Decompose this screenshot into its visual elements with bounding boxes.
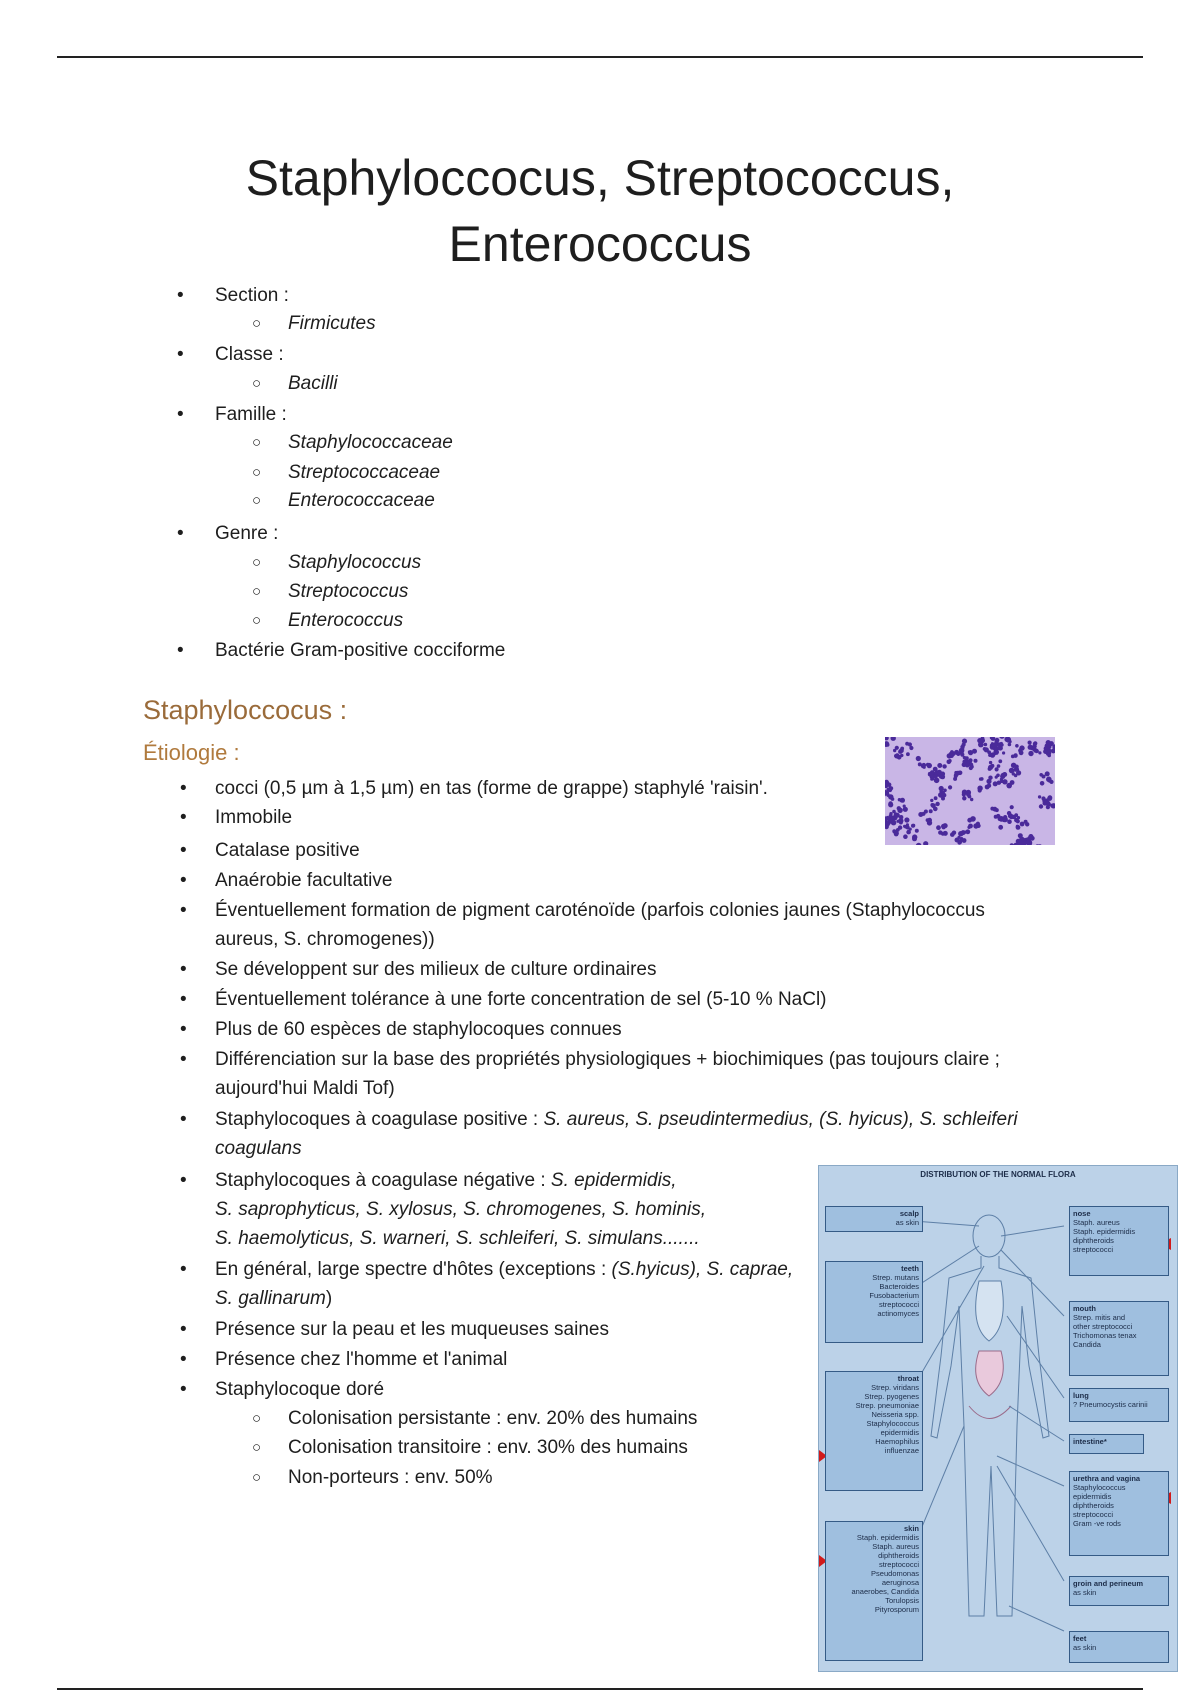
bottom-rule — [57, 1688, 1143, 1690]
list-item: • Éventuellement formation de pigment caroténoïde (parfois colonies jaunes (Staphylococcus aureus, S. chromogenes)) — [215, 896, 1095, 954]
flora-box-mouth: mouth Strep. mitis and other streptococci Trichomonas tenax Candida — [1069, 1301, 1169, 1376]
list-item: • Présence sur la peau et les muqueuses saines — [215, 1315, 609, 1344]
top-rule — [57, 56, 1143, 58]
flora-box-teeth: teeth Strep. mutans Bacteroides Fusobacterium streptococci actinomyces — [825, 1261, 923, 1343]
list-item: • Immobile — [215, 803, 292, 832]
normal-flora-diagram — [818, 1165, 1178, 1672]
list-item: • Catalase positive — [215, 836, 360, 865]
list-item: • Anaérobie facultative — [215, 866, 392, 895]
list-item: • Éventuellement tolérance à une forte concentration de sel (5-10 % NaCl) — [215, 985, 827, 1014]
micrograph-image — [885, 737, 1055, 845]
list-item: • Présence chez l'homme et l'animal — [215, 1345, 507, 1374]
flora-box-lung: lung ? Pneumocystis carinii — [1069, 1388, 1169, 1422]
list-item: • Staphylocoques à coagulase positive : S. aureus, S. pseudintermedius, (S. hyicus), S. schleiferi coagulans — [215, 1105, 1095, 1163]
flora-box-feet: feet as skin — [1069, 1631, 1169, 1663]
flora-box-scalp: scalp as skin — [825, 1206, 923, 1232]
flora-box-throat: throat Strep. viridans Strep. pyogenes Strep. pneumoniae Neisseria spp. Staphylococcus epidermidis Haemophilus influenzae — [825, 1371, 923, 1491]
list-item: • Staphylocoque doré — [215, 1375, 384, 1404]
flora-box-nose: nose Staph. aureus Staph. epidermidis diphtheroids streptococci — [1069, 1206, 1169, 1276]
title-line-1: Staphyloccocus, Streptococcus, — [245, 150, 955, 206]
list-item: • En général, large spectre d'hôtes (exceptions : (S.hyicus), S. caprae, S. gallinarum) — [215, 1255, 815, 1313]
subsection-heading: Étiologie : — [143, 740, 240, 765]
flora-box-intestine: intestine* — [1069, 1434, 1144, 1454]
page-title — [0, 145, 1200, 277]
flora-box-groin-perineum: groin and perineum as skin — [1069, 1576, 1169, 1606]
flora-box-urethra-vagina: urethra and vagina Staphylococcus epidermidis diphtheroids streptococci Gram -ve rods — [1069, 1471, 1169, 1556]
list-item: • Plus de 60 espèces de staphylocoques connues — [215, 1015, 622, 1044]
diagram-title: DISTRIBUTION OF THE NORMAL FLORA — [920, 1170, 1076, 1179]
list-item: • Se développent sur des milieux de culture ordinaires — [215, 955, 656, 984]
list-item: • cocci (0,5 µm à 1,5 µm) en tas (forme de grappe) staphylé 'raisin'. — [215, 774, 768, 803]
flora-box-skin: skin Staph. epidermidis Staph. aureus diphtheroids streptococci Pseudomonas aeruginosa anaerobes, Candida Torulopsis Pityrosporum — [825, 1521, 923, 1661]
list-item: • Différenciation sur la base des propriétés physiologiques + biochimiques (pas toujours claire ; aujourd'hui Maldi Tof) — [215, 1045, 1095, 1103]
list-item: • Staphylocoques à coagulase négative : S. epidermidis, S. saprophyticus, S. xylosus, S. chromogenes, S. hominis, S. haemolyticus, S. warneri, S. schleiferi, S. simulans....... — [215, 1166, 815, 1253]
title-line-2: Enterococcus — [448, 216, 752, 272]
section-heading: Staphyloccocus : — [143, 695, 348, 725]
